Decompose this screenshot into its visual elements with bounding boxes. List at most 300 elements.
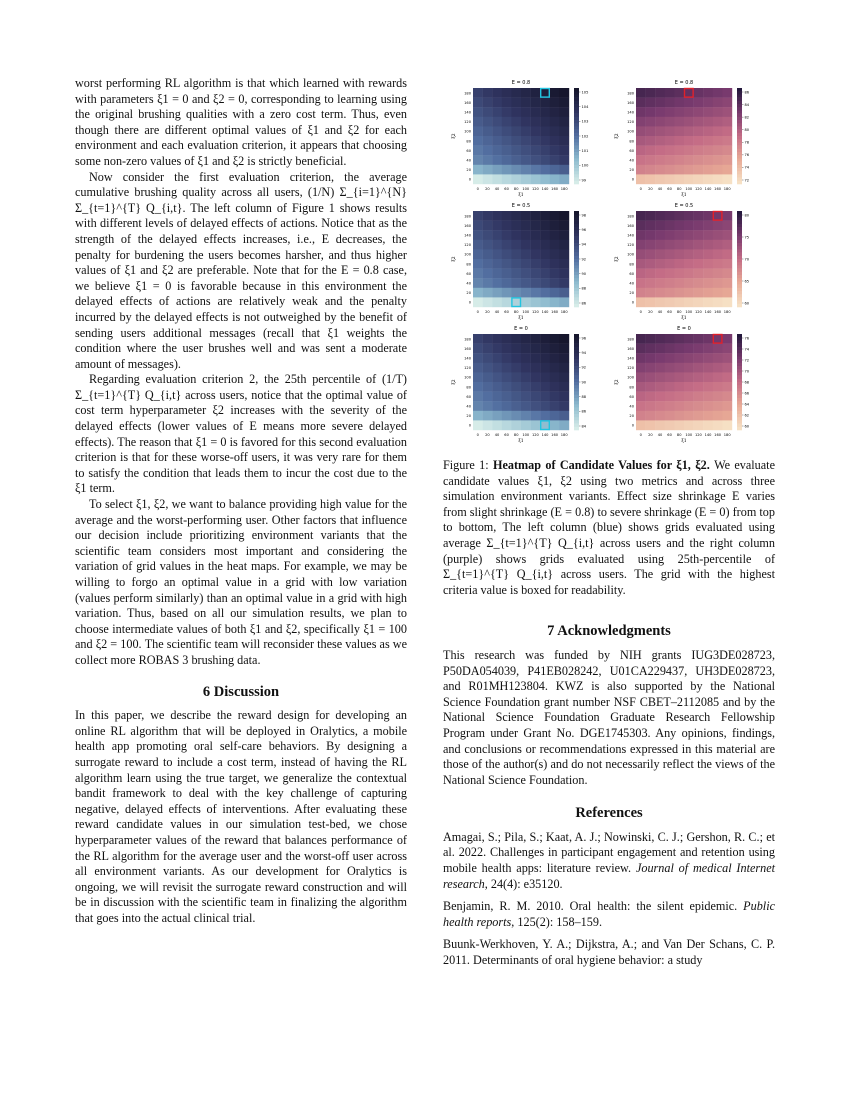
heatmap-cell (511, 401, 521, 411)
heatmap-cell (646, 98, 656, 108)
heatmap-cell (521, 88, 531, 98)
colorbar-segment (737, 107, 742, 111)
heatmap-cell (665, 155, 675, 165)
colorbar-segment (737, 372, 742, 376)
heatmap-cell (540, 221, 550, 231)
heatmap-cell (655, 353, 665, 363)
colorbar-segment (574, 337, 579, 341)
heatmap-cell (511, 240, 521, 250)
heatmap-cell (703, 334, 713, 344)
heatmap-cell (703, 136, 713, 146)
colorbar-segment (737, 149, 742, 153)
heatmap-cell (674, 382, 684, 392)
heatmap-cell (684, 353, 694, 363)
colorbar-segment (737, 376, 742, 380)
heatmap-cell (703, 211, 713, 221)
heatmap-cell (473, 372, 483, 382)
heatmap-cell (722, 107, 732, 117)
y-tick-label: 0 (631, 177, 634, 182)
x-tick-label: 20 (485, 310, 490, 314)
colorbar-segment (737, 136, 742, 140)
heatmap-cell (473, 240, 483, 250)
heatmap-cell (694, 288, 704, 298)
heatmap-cell (684, 221, 694, 231)
heatmap-cell (722, 297, 732, 307)
colorbar-tick-label: 66 (744, 391, 750, 396)
heatmap-cell (531, 98, 541, 108)
colorbar-segment (574, 417, 579, 421)
x-tick-label: 0 (639, 433, 642, 437)
colorbar-segment (737, 233, 742, 237)
heatmap-cell (550, 372, 560, 382)
heatmap-cell (703, 117, 713, 127)
y-tick-label: 180 (464, 337, 471, 342)
heatmap-cell (684, 288, 694, 298)
y-tick-label: 100 (464, 375, 471, 380)
colorbar-tick-label: 64 (744, 402, 750, 407)
heatmap-cell (559, 344, 569, 354)
heatmap-cell (694, 392, 704, 402)
heatmap-cell (694, 117, 704, 127)
y-axis-label: ξ2 (452, 379, 457, 385)
paragraph-3: Regarding evaluation criterion 2, the 25th percentile of (1/T) Σ_{t=1}^{T} Q_{i,t} across users, notice that the optimal value of cost term hyperparameter ξ2 increases with the severity of the delayed effects (lower values of E means more severe delayed effects). The reason that ξ1 = 0 is favored for this second evaluation criterion is that for these worse-off users, it was very rare for them to satisfy the condition that leads them to incur the cost due to the ξ1 term. (75, 372, 407, 496)
colorbar-segment (574, 301, 579, 305)
heatmap-cell (492, 297, 502, 307)
heatmap-cell (492, 98, 502, 108)
heatmap-cell (674, 174, 684, 184)
heatmap-cell (511, 353, 521, 363)
heatmap-cell (483, 363, 493, 373)
colorbar-tick-label: 88 (581, 394, 587, 399)
heatmap-cell (713, 136, 723, 146)
heatmap-cell (511, 259, 521, 269)
heatmap-cell (511, 344, 521, 354)
heatmap-cell (550, 334, 560, 344)
x-tick-label: 60 (504, 310, 509, 314)
heatmap-cell (694, 297, 704, 307)
colorbar-tick-label: 76 (744, 153, 750, 158)
heatmap-cell (655, 98, 665, 108)
colorbar-segment (737, 411, 742, 415)
heatmap-cell (684, 334, 694, 344)
heatmap-cell (722, 334, 732, 344)
heatmap-cell (511, 249, 521, 259)
heatmap-cell (684, 269, 694, 279)
colorbar-segment (574, 249, 579, 253)
colorbar-segment (737, 88, 742, 92)
colorbar-tick-label: 65 (744, 279, 750, 284)
heatmap-cell (492, 117, 502, 127)
heatmap-cell (674, 146, 684, 156)
heatmap-cell (655, 411, 665, 421)
heatmap-cell (521, 363, 531, 373)
y-tick-label: 0 (631, 423, 634, 428)
y-tick-label: 80 (629, 385, 634, 390)
heatmap-cell (684, 297, 694, 307)
colorbar-segment (737, 356, 742, 360)
colorbar-segment (737, 243, 742, 247)
heatmap-cell (713, 297, 723, 307)
colorbar-tick-label: 80 (744, 128, 750, 133)
heatmap-cell (713, 117, 723, 127)
colorbar-segment (574, 344, 579, 348)
heatmap-cell (684, 136, 694, 146)
heatmap-cell (665, 117, 675, 127)
x-tick-label: 0 (639, 310, 642, 314)
heatmap-cell (674, 259, 684, 269)
heatmap-cell (713, 372, 723, 382)
heatmap-cell (636, 297, 646, 307)
heatmap-cell (636, 107, 646, 117)
heatmap-cell (646, 420, 656, 430)
heatmap-cell (703, 165, 713, 175)
colorbar-tick-label: 86 (581, 409, 587, 414)
heatmap-cell (502, 372, 512, 382)
heatmap-cell (674, 155, 684, 165)
heatmap-cell (646, 230, 656, 240)
colorbar-segment (737, 297, 742, 301)
heatmap-cell (511, 372, 521, 382)
heatmap-cell (722, 165, 732, 175)
x-tick-label: 0 (476, 187, 479, 191)
heatmap-cell (665, 98, 675, 108)
heatmap-cell (559, 411, 569, 421)
colorbar-tick-label: 78 (744, 140, 750, 145)
colorbar-segment (737, 146, 742, 150)
heatmap-cell (550, 211, 560, 221)
heatmap-cell (684, 411, 694, 421)
x-tick-label: 0 (476, 310, 479, 314)
colorbar-segment (574, 281, 579, 285)
heatmap-cell (550, 297, 560, 307)
heatmap-cell (665, 221, 675, 231)
y-tick-label: 100 (464, 129, 471, 134)
heatmap-cell (703, 363, 713, 373)
colorbar-segment (574, 350, 579, 354)
x-tick-label: 180 (723, 433, 731, 437)
heatmap-cell (665, 88, 675, 98)
y-tick-label: 140 (627, 356, 634, 361)
heatmap-cell (722, 344, 732, 354)
heatmap-cell (473, 155, 483, 165)
y-tick-label: 160 (627, 223, 634, 228)
reference-journal: Journal of medical Internet research (443, 861, 775, 891)
colorbar-tick-label: 96 (581, 336, 587, 341)
heatmap-cell (531, 278, 541, 288)
heatmap-cell (521, 411, 531, 421)
heatmap-cell (473, 334, 483, 344)
colorbar-segment (737, 211, 742, 215)
heatmap-cell (694, 382, 704, 392)
colorbar-segment (737, 301, 742, 305)
heatmap-cell (684, 155, 694, 165)
heatmap-cell (540, 363, 550, 373)
y-tick-label: 0 (631, 300, 634, 305)
heatmap-cell (636, 401, 646, 411)
x-tick-label: 100 (685, 433, 693, 437)
colorbar-segment (574, 237, 579, 241)
heatmap-cell (722, 98, 732, 108)
colorbar-segment (737, 334, 742, 338)
y-tick-label: 140 (464, 233, 471, 238)
heatmap-cell (674, 288, 684, 298)
heatmap-cell (531, 353, 541, 363)
y-tick-label: 80 (466, 139, 471, 144)
colorbar-segment (737, 369, 742, 373)
heatmap-cell (684, 107, 694, 117)
x-tick-label: 160 (714, 187, 722, 191)
heatmap-cell (636, 269, 646, 279)
heatmap-cell (531, 155, 541, 165)
x-tick-label: 60 (667, 433, 672, 437)
colorbar-segment (574, 363, 579, 367)
heatmap-cell (511, 297, 521, 307)
y-axis-label: ξ2 (615, 379, 620, 385)
colorbar-segment (574, 158, 579, 162)
reference-journal: Public health reports (443, 899, 775, 929)
heatmap-cell (559, 98, 569, 108)
colorbar-segment (574, 126, 579, 129)
colorbar-segment (574, 174, 579, 178)
colorbar-segment (574, 256, 579, 259)
heatmap-cell (684, 240, 694, 250)
heatmap-cell (703, 411, 713, 421)
colorbar-segment (574, 233, 579, 237)
heatmap-cell (665, 249, 675, 259)
heatmap-cell (531, 249, 541, 259)
colorbar-segment (574, 217, 579, 221)
reference-tail: , 125(2): 158–159. (511, 914, 603, 929)
y-tick-label: 160 (464, 100, 471, 105)
heatmap-cell (502, 240, 512, 250)
heatmap-cell (483, 146, 493, 156)
heatmap-cell (655, 363, 665, 373)
colorbar-segment (737, 214, 742, 218)
panel-title: E = 0.5 (674, 203, 694, 209)
colorbar-segment (737, 120, 742, 124)
heatmap-cell (521, 136, 531, 146)
heatmap-cell (483, 117, 493, 127)
heatmap-cell (540, 382, 550, 392)
heatmap-cell (674, 211, 684, 221)
heatmap-cell (713, 344, 723, 354)
heatmap-cell (559, 382, 569, 392)
colorbar-segment (574, 414, 579, 418)
y-tick-label: 20 (466, 291, 471, 296)
colorbar-segment (574, 130, 579, 134)
heatmap-cell (511, 165, 521, 175)
colorbar-tick-label: 70 (744, 369, 750, 374)
x-tick-label: 20 (485, 187, 490, 191)
heatmap-cell (550, 269, 560, 279)
heatmap-cell (646, 401, 656, 411)
colorbar-segment (574, 178, 579, 182)
colorbar-segment (737, 269, 742, 273)
heatmap-cell (665, 363, 675, 373)
heatmap-cell (540, 334, 550, 344)
heatmap-cell (511, 278, 521, 288)
heatmap-cell (492, 221, 502, 231)
colorbar-segment (737, 347, 742, 351)
colorbar-segment (574, 240, 579, 244)
acknowledgments-heading: 7 Acknowledgments (547, 623, 671, 640)
heatmap-cell (703, 98, 713, 108)
colorbar-segment (737, 101, 742, 105)
colorbar-segment (574, 114, 579, 118)
heatmap-cell (665, 420, 675, 430)
heatmap-cell (646, 269, 656, 279)
heatmap-cell (694, 401, 704, 411)
heatmap-cell (694, 363, 704, 373)
heatmap-cell (655, 107, 665, 117)
heatmap-cell (540, 249, 550, 259)
colorbar-segment (574, 181, 579, 185)
heatmap-cell (655, 420, 665, 430)
heatmap-cell (492, 288, 502, 298)
colorbar-segment (737, 408, 742, 412)
colorbar-segment (737, 272, 742, 276)
heatmap-cell (483, 230, 493, 240)
heatmap-cell (684, 146, 694, 156)
y-tick-label: 180 (464, 214, 471, 219)
heatmap-cell (713, 211, 723, 221)
heatmap-cell (473, 420, 483, 430)
x-tick-label: 120 (694, 310, 702, 314)
heatmap-cell (531, 372, 541, 382)
colorbar-segment (574, 259, 579, 263)
heatmap-cell (521, 392, 531, 402)
heatmap-cell (646, 117, 656, 127)
heatmap-cell (722, 126, 732, 136)
heatmap-cell (665, 392, 675, 402)
heatmap-cell (483, 174, 493, 184)
heatmap-cell (550, 136, 560, 146)
heatmap-cell (473, 288, 483, 298)
heatmap-cell (674, 401, 684, 411)
heatmap-cell (502, 297, 512, 307)
paragraph-4: To select ξ1, ξ2, we want to balance providing high value for the average and the worst-performing user. Other factors that influence our decision include prioritizing environment variants that the scientific team considers most important and considering the variation of grid values in the heat maps. For example, we may be willing to forgo an optimal value in a grid with low variation (values perform similarly) than an optimal value in a grid with high variation. Thus, based on all our simulation results, we plan to choose intermediate values of both ξ1 and ξ2, specifically ξ1 = 100 and ξ2 = 100. The scientific team will reconsider these values as we collect more ROBAS 3 brushing data. (75, 497, 407, 667)
heatmap-cell (521, 126, 531, 136)
heatmap-cell (636, 221, 646, 231)
colorbar-segment (574, 136, 579, 140)
heatmap-cell (636, 88, 646, 98)
colorbar-tick-label: 101 (581, 148, 589, 153)
heatmap-cell (483, 259, 493, 269)
colorbar-segment (574, 253, 579, 257)
heatmap-cell (703, 344, 713, 354)
colorbar-segment (737, 253, 742, 257)
heatmap-cell (722, 382, 732, 392)
heatmap-cell (521, 288, 531, 298)
heatmap-cell (636, 249, 646, 259)
heatmap-cell (483, 344, 493, 354)
colorbar-segment (574, 356, 579, 360)
heatmap-cell (521, 278, 531, 288)
heatmap-cell (713, 278, 723, 288)
heatmap-cell (540, 401, 550, 411)
heatmap-cell (703, 297, 713, 307)
heatmap-cell (722, 117, 732, 127)
heatmap-cell (703, 107, 713, 117)
heatmap-cell (550, 240, 560, 250)
heatmap-cell (483, 98, 493, 108)
heatmap-cell (521, 334, 531, 344)
y-tick-label: 20 (629, 168, 634, 173)
y-tick-label: 60 (466, 148, 471, 153)
heatmap-cell (492, 126, 502, 136)
heatmap-cell (655, 230, 665, 240)
heatmap-cell (550, 174, 560, 184)
x-axis-label: ξ1 (681, 316, 687, 321)
heatmap-cell (550, 259, 560, 269)
colorbar-tick-label: 88 (581, 286, 587, 291)
heatmap-cell (665, 146, 675, 156)
reference-list (443, 830, 775, 969)
heatmap-cell (655, 146, 665, 156)
colorbar-segment (574, 155, 579, 159)
heatmap-cell (550, 221, 560, 231)
heatmap-cell (550, 411, 560, 421)
heatmap-cell (674, 107, 684, 117)
heatmap-cell (559, 334, 569, 344)
heatmap-cell (559, 117, 569, 127)
heatmap-cell (521, 174, 531, 184)
caption-text: We evaluate candidate values ξ1, ξ2 using two metrics and across three simulation environment variants. Effect size shrinkage E varies from slight shrinkage (E = 0.8) to severe shrinkage (E = 0) from top to bottom, The left column (blue) shows grids evaluated using average Σ_{t=1}^{T} Q_{i,t} across users and the right column (purple) shows grids evaluated using 25th-percentile of Σ_{t=1}^{T} Q_{i,t} across users. The grid with the highest criteria value is boxed for readability. (443, 458, 775, 597)
x-tick-label: 80 (676, 310, 682, 314)
heatmap-cell (511, 334, 521, 344)
heatmap-cell (722, 420, 732, 430)
heatmap-cell (473, 146, 483, 156)
heatmap-cell (674, 392, 684, 402)
colorbar-segment (574, 101, 579, 105)
heatmap-cell (646, 88, 656, 98)
heatmap-cell (483, 126, 493, 136)
heatmap-cell (703, 126, 713, 136)
heatmap-cell (703, 353, 713, 363)
heatmap-cell (713, 288, 723, 298)
colorbar-segment (737, 162, 742, 166)
y-tick-label: 140 (627, 233, 634, 238)
heatmap-cell (674, 297, 684, 307)
colorbar-segment (737, 174, 742, 178)
y-tick-label: 60 (466, 271, 471, 276)
heatmap-cell (646, 297, 656, 307)
heatmap-cell (492, 155, 502, 165)
heatmap-cell (655, 401, 665, 411)
colorbar-segment (574, 152, 579, 156)
heatmap-cell (511, 411, 521, 421)
heatmap-cell (684, 401, 694, 411)
right-column (443, 452, 775, 976)
heatmap-cell (550, 230, 560, 240)
heatmap-cell (473, 382, 483, 392)
heatmap-cell (492, 420, 502, 430)
heatmap-cell (559, 155, 569, 165)
x-axis-label: ξ1 (518, 439, 524, 444)
colorbar-tick-label: 84 (581, 424, 587, 429)
colorbar-segment (574, 120, 579, 124)
colorbar-segment (737, 262, 742, 266)
heatmap-cell (521, 230, 531, 240)
heatmap-cell (502, 126, 512, 136)
colorbar-segment (737, 171, 742, 175)
heatmap-cell (540, 288, 550, 298)
heatmap-cell (636, 353, 646, 363)
heatmap-cell (550, 88, 560, 98)
y-tick-label: 40 (629, 404, 634, 409)
x-axis-label: ξ1 (681, 439, 687, 444)
heatmap-cell (511, 155, 521, 165)
